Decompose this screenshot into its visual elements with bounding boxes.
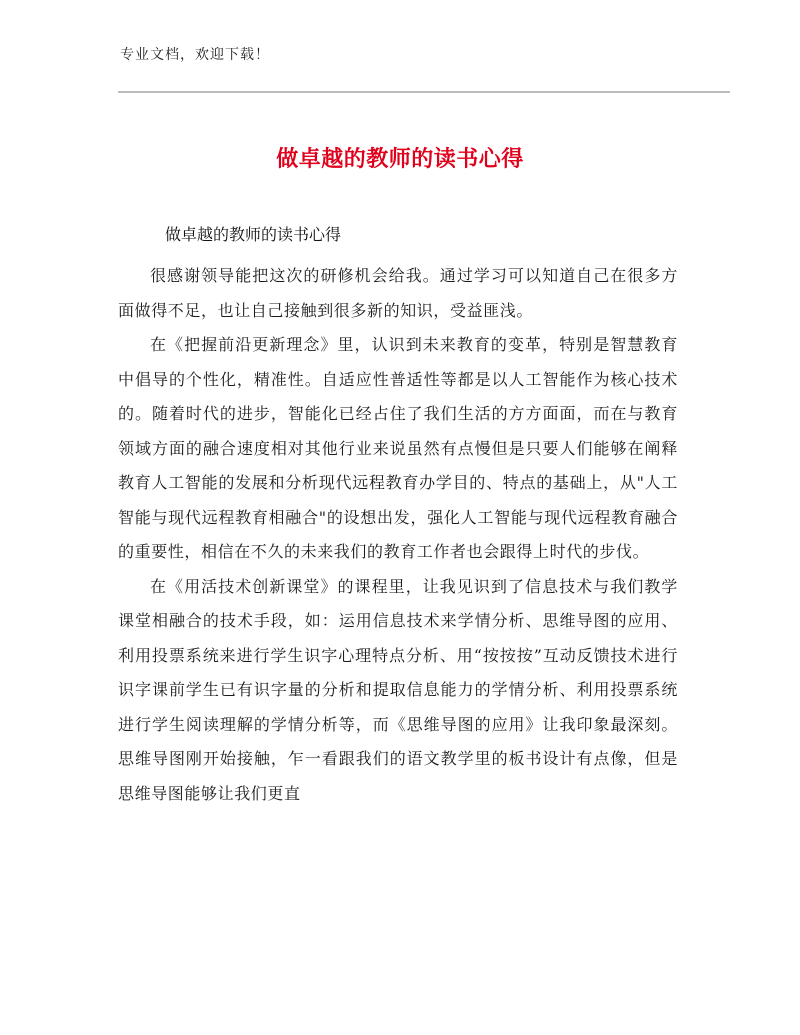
page-header-text: 专业文档，欢迎下载！ (120, 47, 270, 63)
document-body (118, 259, 678, 811)
body-paragraph: 在《把握前沿更新理念》里，认识到未来教育的变革，特别是智慧教育中倡导的个性化，精准性。自适应性普适性等都是以人工智能作为核心技术的。随着时代的进步，智能化已经占住了我们生活的方方面面，而在与教育领域方面的融合速度相对其他行业来说虽然有点慢但是只要人们能够在阐释教育人工智能的发展和分析现代远程教育办学目的、特点的基础上，从"人工智能与现代远程教育相融合"的设想出发，强化人工智能与现代远程教育融合的重要性，相信在不久的未来我们的教育工作者也会跟得上时代的步伐。 (118, 335, 678, 561)
document-subtitle: 做卓越的教师的读书心得 (165, 225, 342, 244)
header-divider (118, 91, 730, 93)
body-paragraph: 很感谢领导能把这次的研修机会给我。通过学习可以知道自己在很多方面做得不足，也让自己接触到很多新的知识，受益匪浅。 (118, 266, 678, 320)
body-paragraph: 在《用活技术创新课堂》的课程里，让我见识到了信息技术与我们教学课堂相融合的技术手段，如：运用信息技术来学情分析、思维导图的应用、利用投票系统来进行学生识字心理特点分析、用“按按按”互动反馈技术进行识字课前学生已有识字量的分析和提取信息能力的学情分析、利用投票系统进行学生阅读理解的学情分析等，而《思维导图的应用》让我印象最深刻。思维导图刚开始接触，乍一看跟我们的语文教学里的板书设计有点像，但是思维导图能够让我们更直 (118, 576, 678, 803)
document-title: 做卓越的教师的读书心得 (276, 147, 524, 172)
